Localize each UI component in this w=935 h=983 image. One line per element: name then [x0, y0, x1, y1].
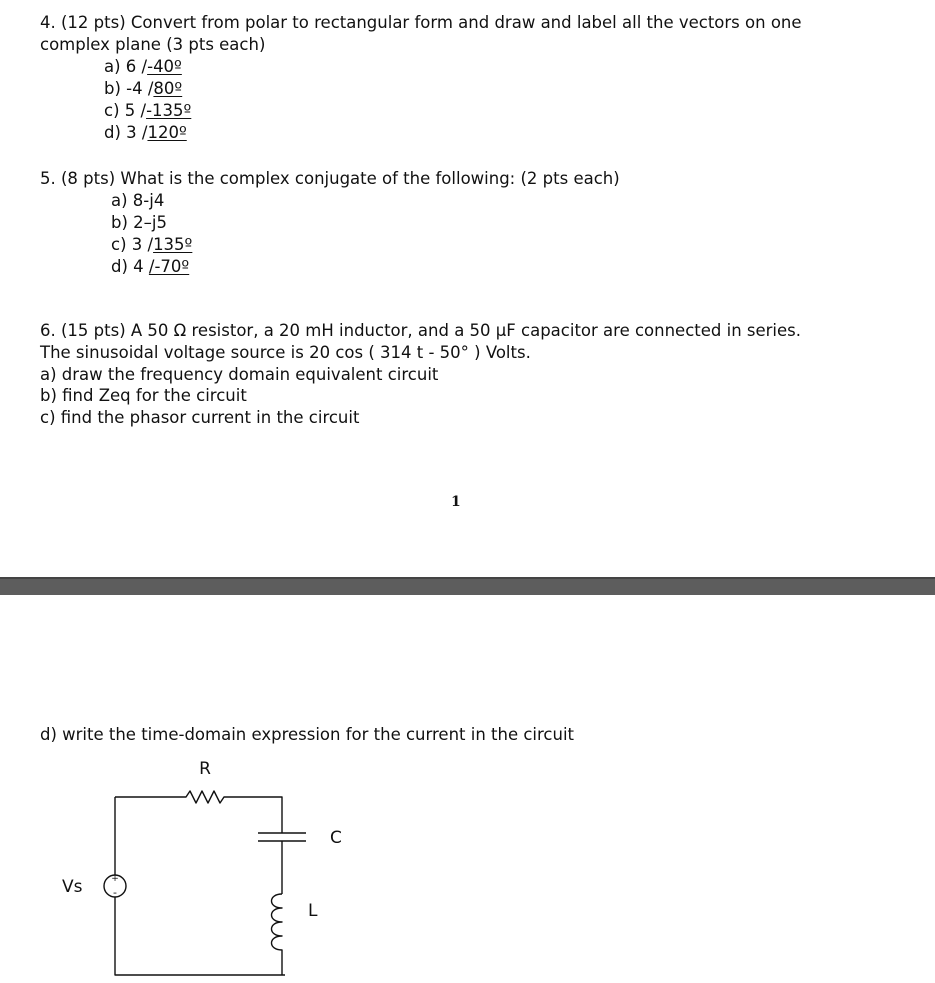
q6-line2: The sinusoidal voltage source is 20 cos ( 314 t - 50° ) Volts.: [40, 343, 531, 362]
q5-item-d-angle: /-70º: [148, 257, 190, 276]
capacitor-symbol: [258, 833, 306, 841]
source-minus: -: [113, 886, 117, 899]
capacitor-label: C: [330, 828, 342, 848]
q5-item-a: a) 8-j4: [111, 191, 165, 210]
q4-title: 4. (12 pts) Convert from polar to rectangular form and draw and label all the vectors on one: [40, 13, 802, 32]
q4-item-b-angle: 80º: [153, 79, 183, 98]
q4-item-a-angle: -40º: [147, 57, 182, 76]
q4-item-b: [104, 78, 182, 99]
q4-item-a-prefix: a) 6 /: [104, 57, 148, 76]
q5-item-c-prefix: c) 3 /: [111, 235, 154, 254]
q6-part-d: d) write the time-domain expression for the current in the circuit: [40, 725, 575, 744]
page-number: 1: [451, 494, 461, 510]
series-rlc-circuit: [0, 750, 400, 983]
q6-part-c: c) find the phasor current in the circuit: [40, 408, 360, 427]
source-plus: +: [111, 874, 119, 884]
wire-left: [115, 797, 285, 975]
q6-part-a: a) draw the frequency domain equivalent circuit: [40, 365, 439, 384]
q6-part-b: b) find Zeq for the circuit: [40, 386, 247, 405]
q4-item-a: [104, 56, 182, 77]
q4-item-d: [104, 122, 187, 143]
q4-item-c-prefix: c) 5 /: [104, 101, 147, 120]
q5-item-b: b) 2–j5: [111, 213, 167, 232]
q4-item-b-prefix: b) -4 /: [104, 79, 154, 98]
q5-item-c-angle: 135º: [153, 235, 193, 254]
resistor-symbol: [115, 791, 282, 833]
q4-item-c: [104, 100, 191, 121]
page-separator: [0, 577, 935, 595]
inductor-label: L: [308, 901, 318, 921]
q4-item-d-prefix: d) 3 /: [104, 123, 148, 142]
source-label: Vs: [62, 877, 83, 897]
q5-item-d: [111, 256, 189, 277]
q4-item-c-angle: -135º: [146, 101, 192, 120]
q4-item-d-angle: 120º: [147, 123, 187, 142]
inductor-symbol: [272, 894, 283, 975]
resistor-label: R: [199, 759, 211, 779]
q4-title-cont: complex plane (3 pts each): [40, 35, 266, 54]
q5-item-d-prefix: d) 4: [111, 257, 149, 276]
q6-line1: 6. (15 pts) A 50 Ω resistor, a 20 mH inductor, and a 50 μF capacitor are connected in series.: [40, 321, 802, 340]
q5-title: 5. (8 pts) What is the complex conjugate of the following: (2 pts each): [40, 169, 620, 188]
q5-item-c: [111, 234, 192, 255]
